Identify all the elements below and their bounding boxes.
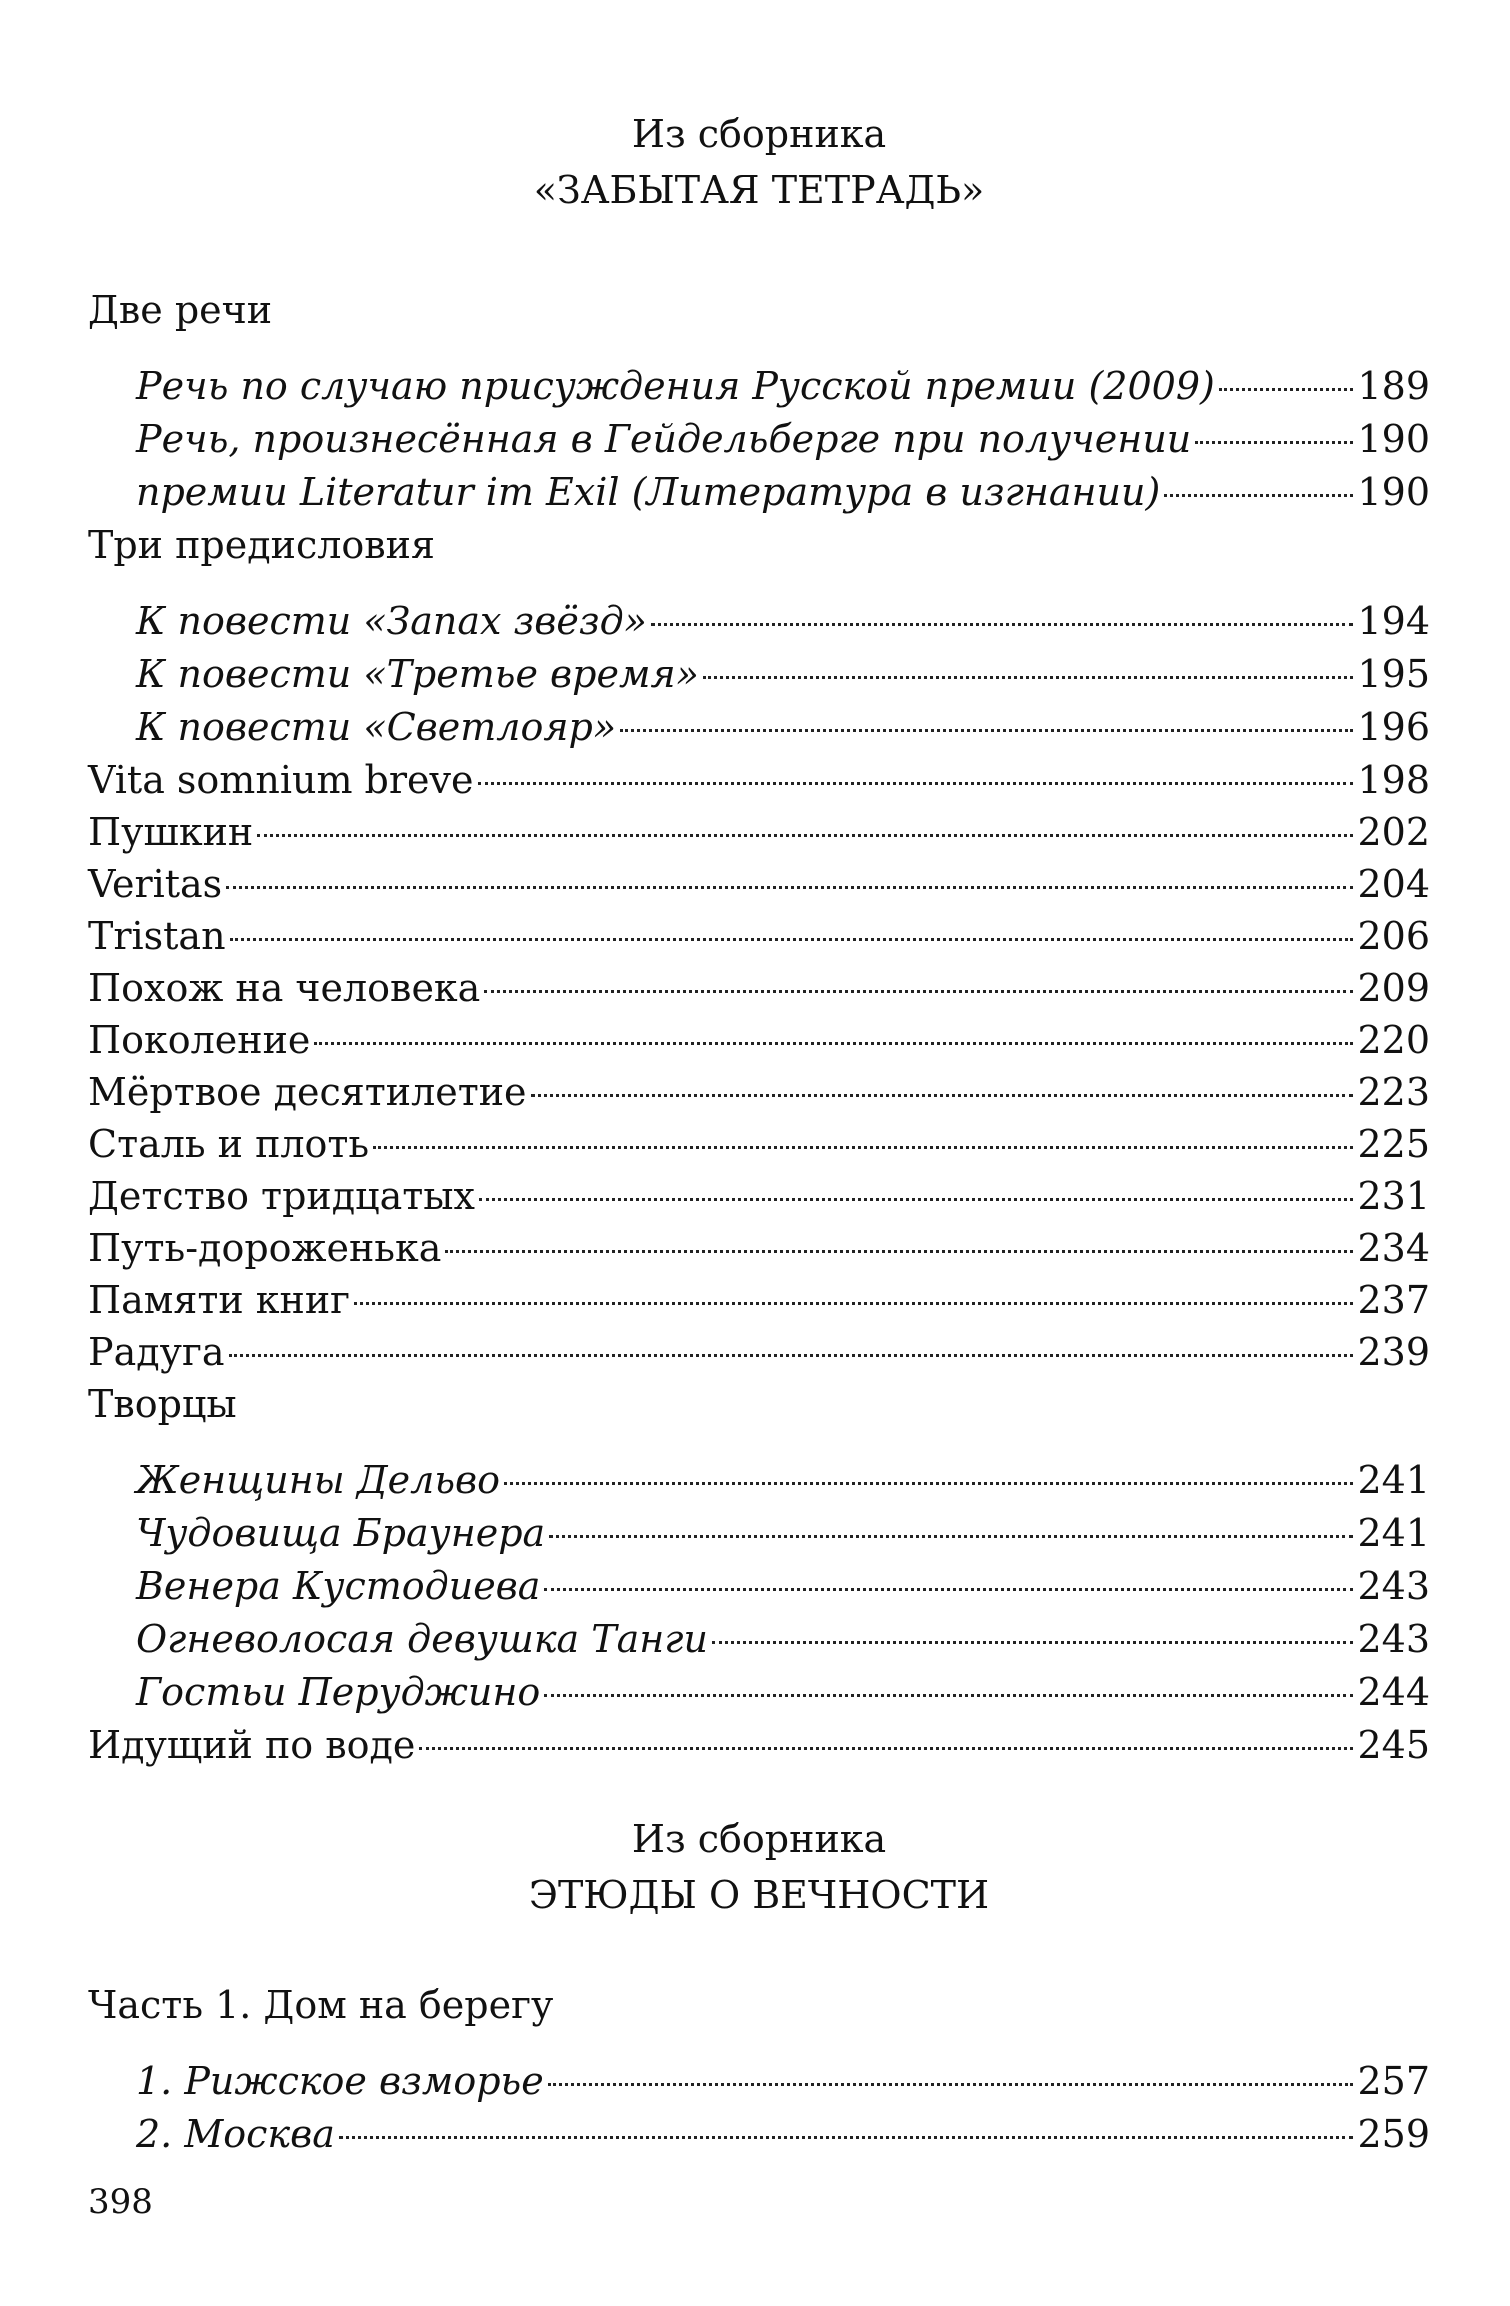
toc-entry-title: премии Literatur im Exil (Литература в изгнании)	[136, 470, 1161, 514]
toc-entry[interactable]	[88, 1719, 1430, 1771]
toc-entry-page: 198	[1357, 758, 1430, 802]
toc-entry-title: Речь, произнесённая в Гейдельберге при получении	[136, 417, 1192, 461]
toc-entry-page: 202	[1357, 810, 1430, 854]
toc-entry[interactable]	[88, 858, 1430, 910]
toc-entry-title: К повести «Светлояр»	[136, 705, 617, 749]
toc-entry-title: Vita somnium breve	[88, 758, 474, 802]
dot-leader	[373, 1146, 1353, 1149]
toc-entry-page: 244	[1357, 1670, 1430, 1714]
toc-entry-page: 243	[1357, 1564, 1430, 1608]
toc-group-title: Три предисловия	[88, 523, 435, 567]
section-heading-line2: ЭТЮДЫ О ВЕЧНОСТИ	[528, 1873, 990, 1917]
toc-entry-title: Огневолосая девушка Танги	[136, 1617, 708, 1661]
toc-entry-title: Поколение	[88, 1018, 311, 1062]
toc-entry-page: 245	[1357, 1723, 1430, 1767]
section-heading-forgotten-notebook	[88, 106, 1430, 218]
toc-entry-page: 243	[1357, 1617, 1430, 1661]
toc-entry-title: К повести «Третье время»	[136, 652, 699, 696]
toc-entry-page: 239	[1357, 1330, 1430, 1374]
toc-entry-page: 190	[1357, 417, 1430, 461]
section-heading-line1: Из сборника	[631, 1817, 887, 1861]
toc-entry-page: 195	[1357, 652, 1430, 696]
dot-leader	[1219, 388, 1354, 391]
toc-entry[interactable]	[88, 910, 1430, 962]
section-heading-line1: Из сборника	[631, 112, 887, 156]
toc-entry-page: 234	[1357, 1226, 1430, 1270]
dot-leader	[354, 1302, 1353, 1305]
dot-leader	[230, 938, 1354, 941]
toc-entry-title: Радуга	[88, 1330, 225, 1374]
toc-entry[interactable]	[88, 1613, 1430, 1666]
dot-leader	[703, 676, 1354, 679]
page-number: 398	[88, 2182, 153, 2222]
toc-entry-page: 223	[1357, 1070, 1430, 1114]
toc-entry-title: Сталь и плоть	[88, 1122, 370, 1166]
dot-leader	[257, 834, 1353, 837]
toc-entry-title: 2. Москва	[136, 2112, 335, 2156]
toc-entry-page: 209	[1357, 966, 1430, 1010]
dot-leader	[484, 990, 1353, 993]
toc-entry[interactable]	[88, 595, 1430, 648]
toc-entry-page: 194	[1357, 599, 1430, 643]
toc-entry-title: Путь-дороженька	[88, 1226, 442, 1270]
toc-entry-title: 1. Рижское взморье	[136, 2059, 544, 2103]
toc-entry-page: 257	[1357, 2059, 1430, 2103]
toc-entry[interactable]	[88, 1454, 1430, 1507]
toc-entry-title: Идущий по воде	[88, 1723, 416, 1767]
toc-entry-page: 237	[1357, 1278, 1430, 1322]
dot-leader	[531, 1094, 1354, 1097]
dot-leader	[445, 1250, 1353, 1253]
toc-entry[interactable]	[88, 962, 1430, 1014]
toc-entry[interactable]	[88, 754, 1430, 806]
toc-entry-page: 231	[1357, 1174, 1430, 1218]
dot-leader	[544, 1694, 1353, 1697]
toc-entry-title: Венера Кустодиева	[136, 1564, 541, 1608]
toc-entry[interactable]	[88, 648, 1430, 701]
toc-entry[interactable]	[88, 360, 1430, 413]
toc-entry[interactable]	[88, 1507, 1430, 1560]
toc-list-etudes	[88, 1979, 1430, 2161]
toc-entry[interactable]	[88, 1666, 1430, 1719]
dot-leader	[314, 1042, 1353, 1045]
toc-entry[interactable]	[88, 1118, 1430, 1170]
toc-entry-page: 206	[1357, 914, 1430, 958]
toc-entry[interactable]	[88, 1014, 1430, 1066]
toc-entry[interactable]	[88, 2108, 1430, 2161]
toc-entry-title: К повести «Запах звёзд»	[136, 599, 647, 643]
toc-entry-title: Памяти книг	[88, 1278, 351, 1322]
toc-entry-page: 204	[1357, 862, 1430, 906]
toc-group-title: Часть 1. Дом на берегу	[88, 1983, 554, 2027]
toc-entry[interactable]	[88, 2055, 1430, 2108]
toc-group-title: Творцы	[88, 1382, 237, 1426]
toc-entry[interactable]	[88, 1222, 1430, 1274]
toc-entry[interactable]	[88, 1326, 1430, 1378]
toc-entry[interactable]	[88, 1066, 1430, 1118]
dot-leader	[544, 1588, 1353, 1591]
toc-entry-page: 225	[1357, 1122, 1430, 1166]
toc-entry-title: Мёртвое десятилетие	[88, 1070, 527, 1114]
toc-entry-page: 190	[1357, 470, 1430, 514]
toc-entry[interactable]	[88, 413, 1430, 466]
toc-entry-page: 259	[1357, 2112, 1430, 2156]
toc-entry[interactable]	[88, 1274, 1430, 1326]
toc-entry-title: Veritas	[88, 862, 223, 906]
dot-leader	[478, 782, 1354, 785]
toc-entry[interactable]	[88, 1560, 1430, 1613]
toc-entry-title: Чудовища Браунера	[136, 1511, 546, 1555]
toc-entry-page: 189	[1357, 364, 1430, 408]
dot-leader	[1164, 494, 1353, 497]
dot-leader	[339, 2136, 1354, 2139]
toc-entry[interactable]	[88, 806, 1430, 858]
section-heading-etudes	[88, 1811, 1430, 1923]
toc-entry-title: Женщины Дельво	[136, 1458, 501, 1502]
toc-entry-title: Tristan	[88, 914, 226, 958]
dot-leader	[419, 1747, 1353, 1750]
toc-entry-page: 196	[1357, 705, 1430, 749]
toc-entry-page: 241	[1357, 1511, 1430, 1555]
toc-page	[88, 0, 1430, 2306]
toc-entry-title: Речь по случаю присуждения Русской премии (2009)	[136, 364, 1215, 408]
dot-leader	[226, 886, 1353, 889]
toc-entry-page: 220	[1357, 1018, 1430, 1062]
dot-leader	[504, 1482, 1353, 1485]
toc-entry-title: Гостьи Перуджино	[136, 1670, 541, 1714]
toc-list-forgotten-notebook	[88, 284, 1430, 1771]
section-heading-line2: «ЗАБЫТАЯ ТЕТРАДЬ»	[533, 168, 985, 212]
dot-leader	[651, 623, 1354, 626]
toc-entry-title: Детство тридцатых	[88, 1174, 475, 1218]
dot-leader	[712, 1641, 1353, 1644]
toc-entry[interactable]	[88, 701, 1430, 754]
dot-leader	[620, 729, 1353, 732]
toc-entry-page: 241	[1357, 1458, 1430, 1502]
toc-entry-title: Пушкин	[88, 810, 254, 854]
toc-entry[interactable]	[88, 466, 1430, 519]
dot-leader	[479, 1198, 1354, 1201]
toc-group-title: Две речи	[88, 288, 273, 332]
dot-leader	[229, 1354, 1354, 1357]
dot-leader	[549, 1535, 1353, 1538]
toc-entry[interactable]	[88, 1170, 1430, 1222]
toc-entry-title: Похож на человека	[88, 966, 481, 1010]
dot-leader	[1195, 441, 1353, 444]
dot-leader	[548, 2083, 1354, 2086]
